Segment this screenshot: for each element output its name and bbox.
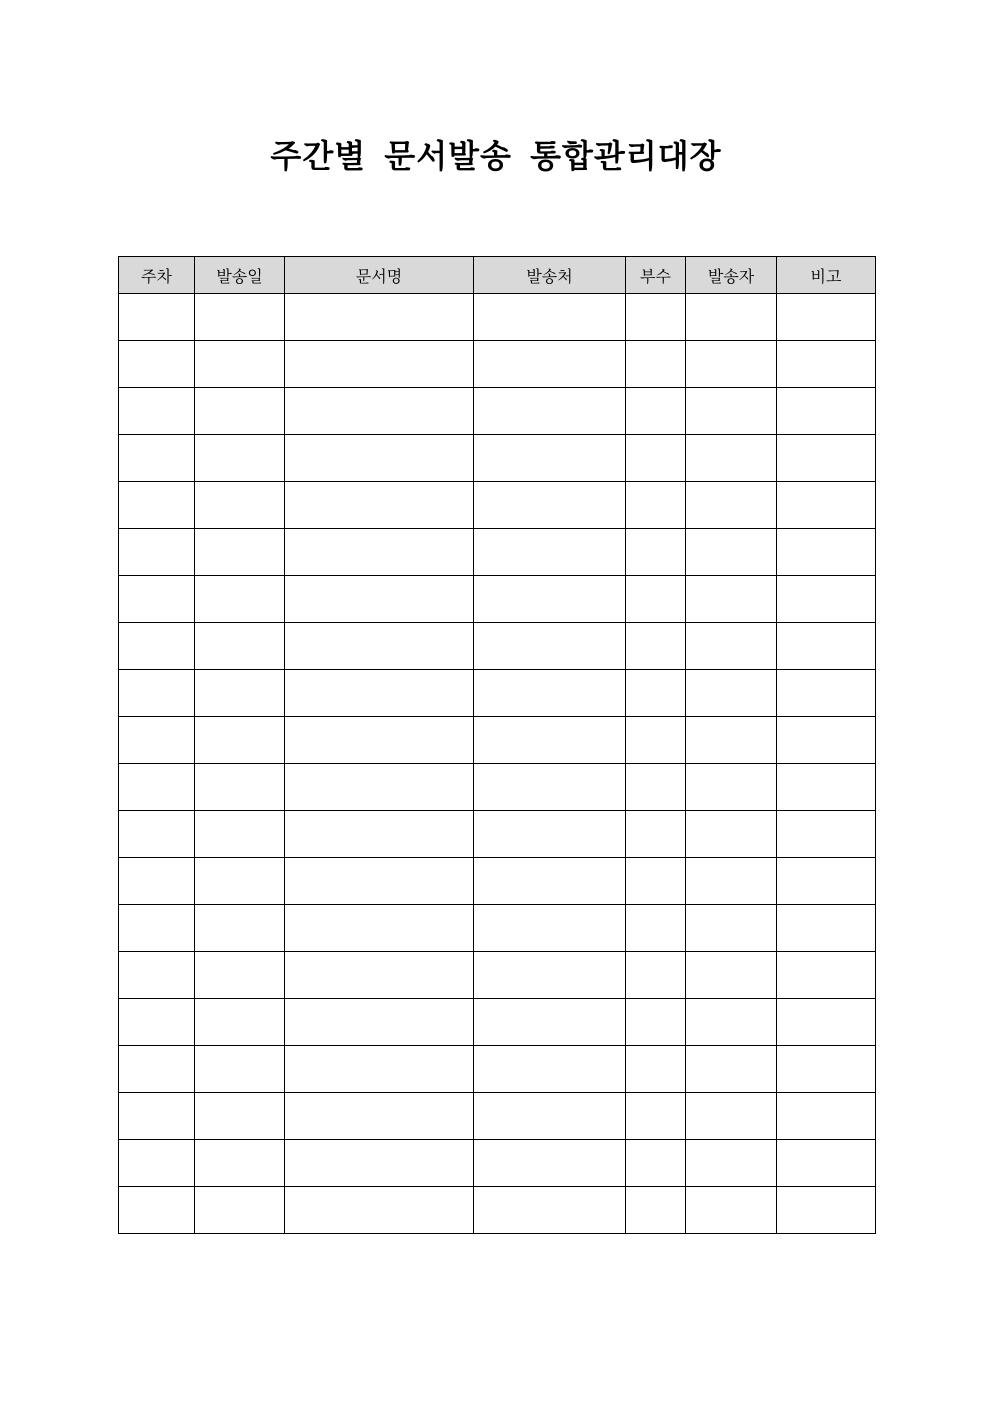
table-row bbox=[119, 341, 876, 388]
cell-document-name[interactable] bbox=[285, 1140, 474, 1187]
cell-document-name[interactable] bbox=[285, 764, 474, 811]
cell-remarks[interactable] bbox=[777, 905, 876, 952]
cell-document-name[interactable] bbox=[285, 717, 474, 764]
cell-recipient[interactable] bbox=[474, 952, 626, 999]
cell-remarks[interactable] bbox=[777, 388, 876, 435]
cell-send-date[interactable] bbox=[195, 905, 285, 952]
cell-recipient[interactable] bbox=[474, 482, 626, 529]
cell-send-date[interactable] bbox=[195, 858, 285, 905]
cell-week[interactable] bbox=[119, 905, 195, 952]
cell-recipient[interactable] bbox=[474, 294, 626, 341]
cell-copies[interactable] bbox=[626, 388, 686, 435]
cell-copies[interactable] bbox=[626, 999, 686, 1046]
cell-copies[interactable] bbox=[626, 1046, 686, 1093]
cell-remarks[interactable] bbox=[777, 435, 876, 482]
page-title: 주간별 문서발송 통합관리대장 bbox=[270, 137, 722, 175]
column-header-recipient: 발송처 bbox=[474, 257, 626, 294]
cell-copies[interactable] bbox=[626, 905, 686, 952]
cell-document-name[interactable] bbox=[285, 529, 474, 576]
cell-remarks[interactable] bbox=[777, 858, 876, 905]
cell-recipient[interactable] bbox=[474, 1187, 626, 1234]
cell-send-date[interactable] bbox=[195, 435, 285, 482]
cell-sender[interactable] bbox=[686, 858, 777, 905]
cell-week[interactable] bbox=[119, 670, 195, 717]
cell-sender[interactable] bbox=[686, 1093, 777, 1140]
cell-week[interactable] bbox=[119, 999, 195, 1046]
table-row bbox=[119, 623, 876, 670]
table-row bbox=[119, 482, 876, 529]
cell-remarks[interactable] bbox=[777, 764, 876, 811]
cell-week[interactable] bbox=[119, 764, 195, 811]
cell-send-date[interactable] bbox=[195, 294, 285, 341]
cell-week[interactable] bbox=[119, 858, 195, 905]
cell-document-name[interactable] bbox=[285, 341, 474, 388]
column-header-week: 주차 bbox=[119, 257, 195, 294]
cell-send-date[interactable] bbox=[195, 1140, 285, 1187]
cell-document-name[interactable] bbox=[285, 482, 474, 529]
cell-week[interactable] bbox=[119, 623, 195, 670]
cell-sender[interactable] bbox=[686, 482, 777, 529]
cell-remarks[interactable] bbox=[777, 952, 876, 999]
cell-send-date[interactable] bbox=[195, 576, 285, 623]
cell-recipient[interactable] bbox=[474, 905, 626, 952]
cell-remarks[interactable] bbox=[777, 1140, 876, 1187]
cell-week[interactable] bbox=[119, 1046, 195, 1093]
cell-sender[interactable] bbox=[686, 435, 777, 482]
cell-send-date[interactable] bbox=[195, 764, 285, 811]
cell-remarks[interactable] bbox=[777, 811, 876, 858]
cell-document-name[interactable] bbox=[285, 623, 474, 670]
cell-sender[interactable] bbox=[686, 670, 777, 717]
cell-copies[interactable] bbox=[626, 670, 686, 717]
cell-remarks[interactable] bbox=[777, 623, 876, 670]
cell-send-date[interactable] bbox=[195, 670, 285, 717]
cell-remarks[interactable] bbox=[777, 670, 876, 717]
cell-week[interactable] bbox=[119, 529, 195, 576]
cell-send-date[interactable] bbox=[195, 717, 285, 764]
cell-sender[interactable] bbox=[686, 1046, 777, 1093]
cell-copies[interactable] bbox=[626, 294, 686, 341]
table-row bbox=[119, 1093, 876, 1140]
cell-sender[interactable] bbox=[686, 717, 777, 764]
cell-remarks[interactable] bbox=[777, 294, 876, 341]
cell-copies[interactable] bbox=[626, 341, 686, 388]
cell-week[interactable] bbox=[119, 717, 195, 764]
column-header-sender: 발송자 bbox=[686, 257, 777, 294]
cell-send-date[interactable] bbox=[195, 811, 285, 858]
cell-sender[interactable] bbox=[686, 388, 777, 435]
cell-send-date[interactable] bbox=[195, 1187, 285, 1234]
cell-document-name[interactable] bbox=[285, 952, 474, 999]
cell-send-date[interactable] bbox=[195, 482, 285, 529]
cell-week[interactable] bbox=[119, 1187, 195, 1234]
cell-document-name[interactable] bbox=[285, 858, 474, 905]
table-row bbox=[119, 529, 876, 576]
table-row bbox=[119, 858, 876, 905]
cell-sender[interactable] bbox=[686, 341, 777, 388]
cell-recipient[interactable] bbox=[474, 999, 626, 1046]
cell-recipient[interactable] bbox=[474, 435, 626, 482]
table-row bbox=[119, 388, 876, 435]
cell-recipient[interactable] bbox=[474, 670, 626, 717]
cell-copies[interactable] bbox=[626, 952, 686, 999]
table-row bbox=[119, 764, 876, 811]
cell-send-date[interactable] bbox=[195, 529, 285, 576]
cell-recipient[interactable] bbox=[474, 717, 626, 764]
cell-sender[interactable] bbox=[686, 294, 777, 341]
table-row bbox=[119, 576, 876, 623]
cell-recipient[interactable] bbox=[474, 623, 626, 670]
cell-recipient[interactable] bbox=[474, 1093, 626, 1140]
cell-copies[interactable] bbox=[626, 1187, 686, 1234]
cell-week[interactable] bbox=[119, 341, 195, 388]
table-row bbox=[119, 952, 876, 999]
table-body bbox=[119, 294, 876, 1234]
cell-remarks[interactable] bbox=[777, 1093, 876, 1140]
cell-send-date[interactable] bbox=[195, 1046, 285, 1093]
table-header-row bbox=[119, 257, 876, 294]
column-header-send-date: 발송일 bbox=[195, 257, 285, 294]
table-row bbox=[119, 294, 876, 341]
table-row bbox=[119, 905, 876, 952]
cell-send-date[interactable] bbox=[195, 341, 285, 388]
column-header-document-name: 문서명 bbox=[285, 257, 474, 294]
cell-send-date[interactable] bbox=[195, 388, 285, 435]
table-row bbox=[119, 811, 876, 858]
table-row bbox=[119, 1187, 876, 1234]
cell-recipient[interactable] bbox=[474, 576, 626, 623]
cell-week[interactable] bbox=[119, 1140, 195, 1187]
cell-recipient[interactable] bbox=[474, 764, 626, 811]
cell-recipient[interactable] bbox=[474, 341, 626, 388]
cell-copies[interactable] bbox=[626, 576, 686, 623]
cell-sender[interactable] bbox=[686, 952, 777, 999]
cell-copies[interactable] bbox=[626, 1093, 686, 1140]
cell-sender[interactable] bbox=[686, 529, 777, 576]
cell-document-name[interactable] bbox=[285, 294, 474, 341]
cell-week[interactable] bbox=[119, 388, 195, 435]
cell-document-name[interactable] bbox=[285, 1046, 474, 1093]
cell-sender[interactable] bbox=[686, 623, 777, 670]
cell-copies[interactable] bbox=[626, 717, 686, 764]
cell-remarks[interactable] bbox=[777, 1046, 876, 1093]
cell-remarks[interactable] bbox=[777, 717, 876, 764]
cell-week[interactable] bbox=[119, 294, 195, 341]
cell-remarks[interactable] bbox=[777, 529, 876, 576]
cell-remarks[interactable] bbox=[777, 341, 876, 388]
cell-sender[interactable] bbox=[686, 576, 777, 623]
cell-remarks[interactable] bbox=[777, 999, 876, 1046]
table-row bbox=[119, 1046, 876, 1093]
cell-send-date[interactable] bbox=[195, 1093, 285, 1140]
table-row bbox=[119, 717, 876, 764]
cell-sender[interactable] bbox=[686, 811, 777, 858]
cell-sender[interactable] bbox=[686, 999, 777, 1046]
cell-copies[interactable] bbox=[626, 764, 686, 811]
cell-week[interactable] bbox=[119, 435, 195, 482]
cell-document-name[interactable] bbox=[285, 1093, 474, 1140]
cell-copies[interactable] bbox=[626, 623, 686, 670]
cell-send-date[interactable] bbox=[195, 999, 285, 1046]
cell-recipient[interactable] bbox=[474, 388, 626, 435]
table-row bbox=[119, 999, 876, 1046]
cell-week[interactable] bbox=[119, 482, 195, 529]
cell-recipient[interactable] bbox=[474, 858, 626, 905]
table-row bbox=[119, 1140, 876, 1187]
cell-recipient[interactable] bbox=[474, 1140, 626, 1187]
cell-copies[interactable] bbox=[626, 435, 686, 482]
cell-sender[interactable] bbox=[686, 905, 777, 952]
cell-document-name[interactable] bbox=[285, 388, 474, 435]
column-header-remarks: 비고 bbox=[777, 257, 876, 294]
cell-week[interactable] bbox=[119, 576, 195, 623]
table-row bbox=[119, 435, 876, 482]
cell-remarks[interactable] bbox=[777, 482, 876, 529]
cell-remarks[interactable] bbox=[777, 1187, 876, 1234]
cell-document-name[interactable] bbox=[285, 1187, 474, 1234]
cell-recipient[interactable] bbox=[474, 811, 626, 858]
cell-copies[interactable] bbox=[626, 858, 686, 905]
cell-send-date[interactable] bbox=[195, 623, 285, 670]
cell-send-date[interactable] bbox=[195, 952, 285, 999]
cell-document-name[interactable] bbox=[285, 670, 474, 717]
cell-document-name[interactable] bbox=[285, 905, 474, 952]
column-header-copies: 부수 bbox=[626, 257, 686, 294]
cell-recipient[interactable] bbox=[474, 529, 626, 576]
cell-recipient[interactable] bbox=[474, 1046, 626, 1093]
cell-sender[interactable] bbox=[686, 1140, 777, 1187]
cell-document-name[interactable] bbox=[285, 576, 474, 623]
cell-copies[interactable] bbox=[626, 811, 686, 858]
cell-sender[interactable] bbox=[686, 764, 777, 811]
cell-document-name[interactable] bbox=[285, 999, 474, 1046]
cell-week[interactable] bbox=[119, 1093, 195, 1140]
cell-document-name[interactable] bbox=[285, 811, 474, 858]
cell-sender[interactable] bbox=[686, 1187, 777, 1234]
cell-week[interactable] bbox=[119, 952, 195, 999]
cell-remarks[interactable] bbox=[777, 576, 876, 623]
cell-copies[interactable] bbox=[626, 529, 686, 576]
cell-copies[interactable] bbox=[626, 482, 686, 529]
table-row bbox=[119, 670, 876, 717]
cell-document-name[interactable] bbox=[285, 435, 474, 482]
document-ledger-table bbox=[118, 256, 876, 1234]
cell-week[interactable] bbox=[119, 811, 195, 858]
cell-copies[interactable] bbox=[626, 1140, 686, 1187]
